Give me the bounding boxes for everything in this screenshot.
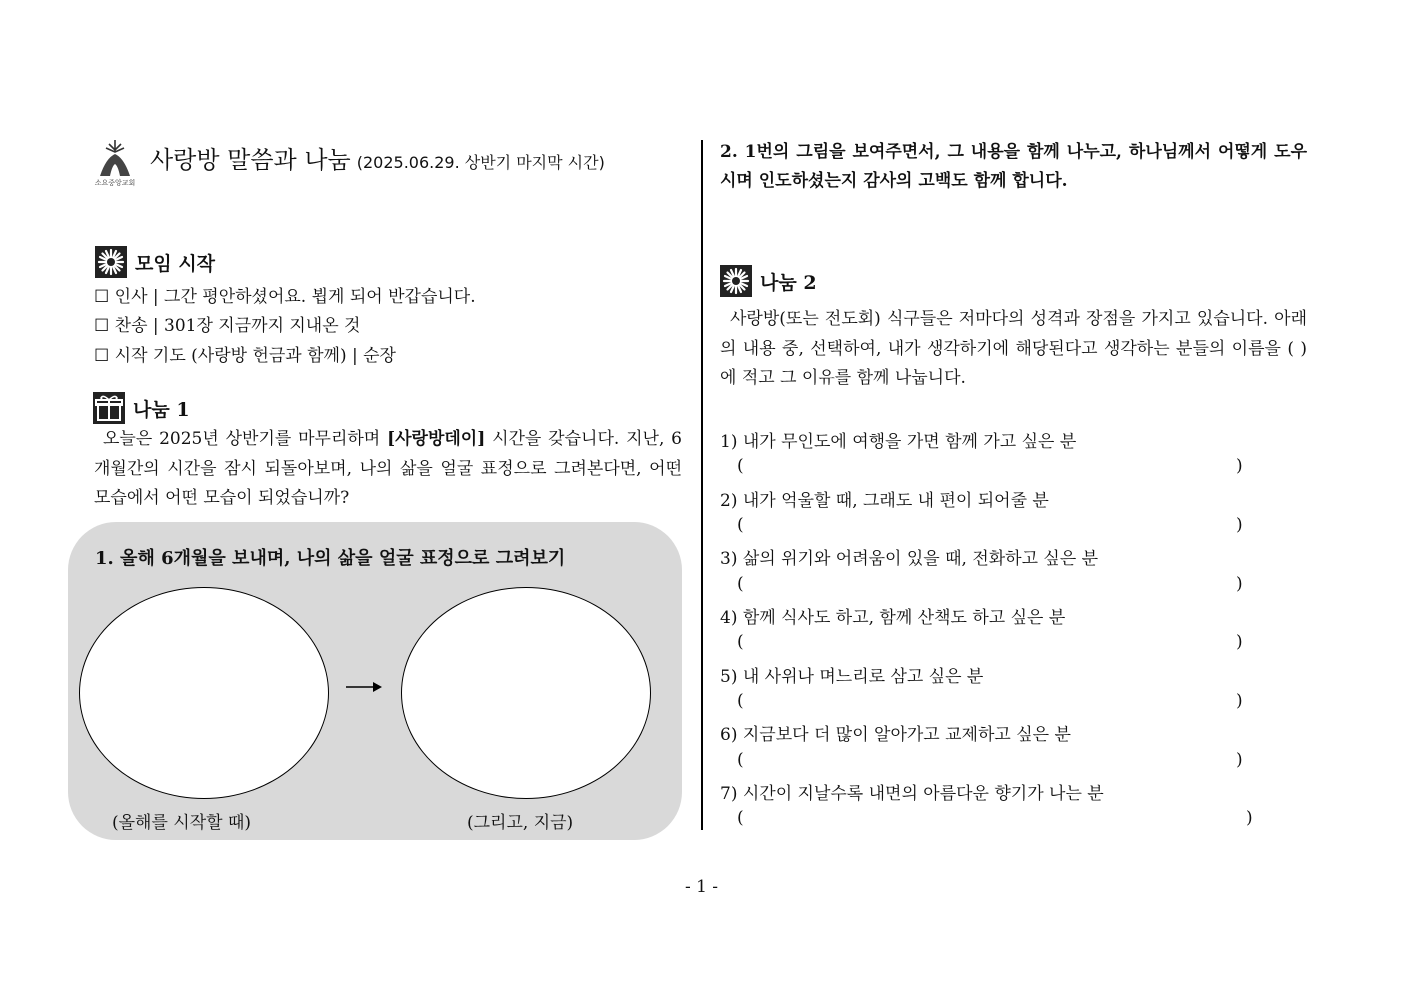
intro-text-2: 시간을 갖습니다. 지난, 6개월간의 시간을 잠시 되돌아보며, 나의 삶을 얼굴 표정으로 그려본다면, 어떤 모습에서 어떤 모습이 되었습니까?	[94, 429, 682, 508]
intro-bold: [사랑방데이]	[387, 429, 486, 449]
drawing-box-title: 1. 올해 6개월을 보내며, 나의 삶을 얼굴 표정으로 그려보기	[95, 548, 566, 569]
answer-open-paren: (	[737, 456, 744, 476]
answer-blank[interactable]	[746, 574, 1234, 596]
question-item: 4) 함께 식사도 하고, 함께 산책도 하고 싶은 분	[720, 608, 1066, 628]
column-divider	[701, 140, 703, 830]
answer-close-paren: )	[1236, 632, 1243, 652]
title-subtitle: (2025.06.29. 상반기 마지막 시간)	[356, 153, 605, 172]
answer-close-paren: )	[1236, 750, 1243, 770]
face-oval-before[interactable]	[79, 587, 329, 799]
heading-label: 나눔 1	[133, 398, 190, 421]
answer-close-paren: )	[1236, 456, 1243, 476]
meeting-item-prayer: ☐ 시작 기도 (사랑방 헌금과 함께) | 순장	[94, 346, 396, 366]
heading-label: 모임 시작	[135, 252, 216, 275]
heading-label: 나눔 2	[760, 271, 817, 294]
arrow-right-icon	[345, 680, 383, 694]
answer-open-paren: (	[737, 691, 744, 711]
answer-blank[interactable]	[746, 632, 1234, 654]
page-number: - 1 -	[684, 877, 719, 897]
question-item: 6) 지금보다 더 많이 알아가고 교제하고 싶은 분	[720, 725, 1071, 745]
question-item: 5) 내 사위나 며느리로 삼고 싶은 분	[720, 667, 984, 687]
answer-open-paren: (	[737, 574, 744, 594]
sharing1-heading	[93, 392, 190, 424]
flower-icon	[95, 246, 127, 278]
meeting-item-greeting: ☐ 인사 | 그간 평안하셨어요. 뵙게 되어 반갑습니다.	[94, 287, 476, 307]
page-title	[150, 140, 605, 175]
answer-open-paren: (	[737, 632, 744, 652]
question-item: 1) 내가 무인도에 여행을 가면 함께 가고 싶은 분	[720, 432, 1077, 452]
caption-before: (올해를 시작할 때)	[112, 813, 252, 833]
sharing1-intro	[94, 425, 682, 514]
caption-now: (그리고, 지금)	[467, 813, 574, 833]
sharing2-intro: 사랑방(또는 전도회) 식구들은 저마다의 성격과 장점을 가지고 있습니다. 아래의 내용 중, 선택하여, 내가 생각하기에 해당된다고 생각하는 분들의 이름을 ( )에 적고 그 이유를 함께 나눕니다.	[720, 309, 1307, 388]
answer-open-paren: (	[737, 515, 744, 535]
answer-blank[interactable]	[746, 691, 1234, 713]
gift-icon	[93, 392, 125, 424]
answer-open-paren: (	[737, 808, 744, 828]
answer-open-paren: (	[737, 750, 744, 770]
answer-close-paren: )	[1236, 515, 1243, 535]
question-item: 3) 삶의 위기와 어려움이 있을 때, 전화하고 싶은 분	[720, 549, 1099, 569]
meeting-start-heading	[95, 246, 215, 278]
intro-text-1: 오늘은 2025년 상반기를 마무리하며	[103, 429, 388, 449]
face-oval-now[interactable]	[401, 587, 651, 799]
answer-blank[interactable]	[746, 515, 1234, 537]
question-item: 7) 시간이 지날수록 내면의 아름다운 향기가 나는 분	[720, 784, 1104, 804]
logo-text: 소요중앙교회	[94, 179, 136, 187]
sharing2-heading	[720, 265, 817, 297]
answer-close-paren: )	[1236, 574, 1243, 594]
question-2: 2. 1번의 그림을 보여주면서, 그 내용을 함께 나누고, 하나님께서 어떻게 도우시며 인도하셨는지 감사의 고백도 함께 합니다.	[720, 142, 1307, 191]
flower-icon	[720, 265, 752, 297]
meeting-item-hymn: ☐ 찬송 | 301장 지금까지 지내온 것	[94, 316, 361, 336]
answer-close-paren: )	[1246, 808, 1253, 828]
question-item: 2) 내가 억울할 때, 그래도 내 편이 되어줄 분	[720, 491, 1049, 511]
answer-blank[interactable]	[746, 456, 1234, 478]
answer-blank[interactable]	[746, 808, 1244, 830]
answer-close-paren: )	[1236, 691, 1243, 711]
answer-blank[interactable]	[746, 750, 1234, 772]
title-text: 사랑방 말씀과 나눔	[150, 146, 351, 174]
